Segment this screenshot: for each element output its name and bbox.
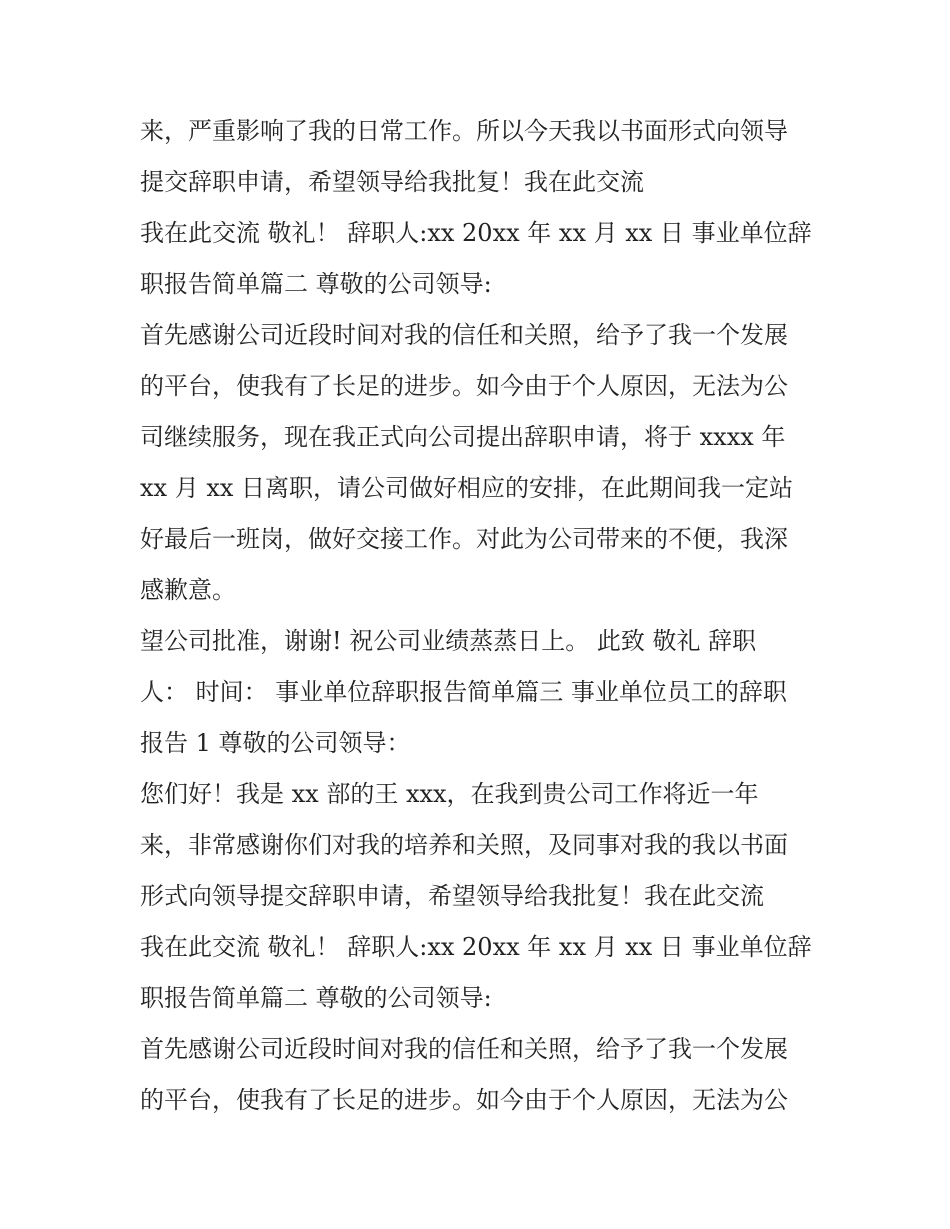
- text-line: xx 月 xx 日离职，请公司做好相应的安排，在此期间我一定站: [140, 474, 794, 502]
- text-line: 您们好！我是 xx 部的王 xxx，在我到贵公司工作将近一年: [140, 780, 759, 808]
- document-body: [140, 106, 830, 1126]
- text-line: 人： 时间： 事业单位辞职报告简单篇三 事业单位员工的辞职: [140, 678, 787, 706]
- text-line: 职报告简单篇二 尊敬的公司领导:: [140, 270, 492, 298]
- text-line: 报告 1 尊敬的公司领导：: [140, 729, 411, 757]
- text-line: 感歉意。: [140, 576, 236, 604]
- text-line: 来，非常感谢你们对我的培养和关照，及同事对我的我以书面: [140, 831, 788, 859]
- text-line: 首先感谢公司近段时间对我的信任和关照，给予了我一个发展: [140, 1035, 788, 1063]
- text-line: 职报告简单篇二 尊敬的公司领导:: [140, 984, 492, 1012]
- text-line: 形式向领导提交辞职申请，希望领导给我批复！我在此交流: [140, 882, 764, 910]
- text-line: 提交辞职申请，希望领导给我批复！我在此交流: [140, 168, 644, 196]
- text-line: 来，严重影响了我的日常工作。所以今天我以书面形式向领导: [140, 117, 788, 145]
- text-line: 好最后一班岗，做好交接工作。对此为公司带来的不便，我深: [140, 525, 788, 553]
- text-line: 我在此交流 敬礼！ 辞职人:xx 20xx 年 xx 月 xx 日 事业单位辞: [140, 933, 812, 961]
- text-line: 首先感谢公司近段时间对我的信任和关照，给予了我一个发展: [140, 321, 788, 349]
- text-line: 的平台，使我有了长足的进步。如今由于个人原因，无法为公: [140, 372, 788, 400]
- text-line: 我在此交流 敬礼！ 辞职人:xx 20xx 年 xx 月 xx 日 事业单位辞: [140, 219, 812, 247]
- text-line: 望公司批准，谢谢! 祝公司业绩蒸蒸日上。 此致 敬礼 辞职: [140, 627, 757, 655]
- text-line: 司继续服务，现在我正式向公司提出辞职申请，将于 xxxx 年: [140, 423, 786, 451]
- text-line: 的平台，使我有了长足的进步。如今由于个人原因，无法为公: [140, 1086, 788, 1114]
